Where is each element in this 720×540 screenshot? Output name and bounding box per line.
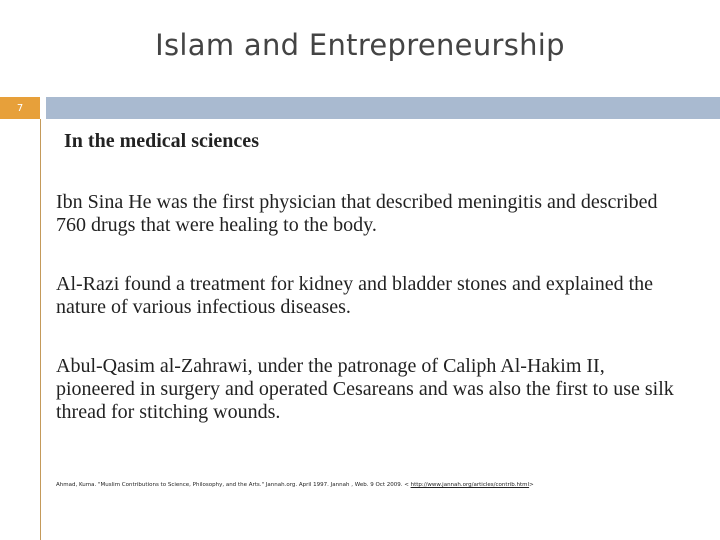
citation-link[interactable]: http://www.jannah.org/articles/contrib.html: [410, 482, 530, 488]
section-heading: In the medical sciences: [64, 130, 259, 152]
slide-number: 7: [0, 97, 40, 119]
slide-title: Islam and Entrepreneurship: [155, 28, 565, 62]
citation-text: Ahmad, Kuma. "Muslim Contributions to Science, Philosophy, and the Arts." Jannah.org. April 1997. Jannah , Web. 9 Oct 2009. <: [56, 482, 411, 488]
paragraph-al-razi: Al-Razi found a treatment for kidney and bladder stones and explained the nature of various infectious diseases.: [56, 273, 654, 318]
paragraph-ibn-sina: Ibn Sina He was the first physician that described meningitis and described 760 drugs that were healing to the body.: [56, 191, 658, 236]
sidebar-divider: [40, 119, 41, 540]
citation-suffix: >: [529, 482, 534, 488]
paragraph-al-zahrawi: Abul-Qasim al-Zahrawi, under the patronage of Caliph Al-Hakim II, pioneered in surgery and operated Cesareans and was also the first to use silk thread for stitching wounds.: [56, 355, 674, 423]
header-bar: [46, 97, 720, 119]
citation: [56, 482, 716, 488]
